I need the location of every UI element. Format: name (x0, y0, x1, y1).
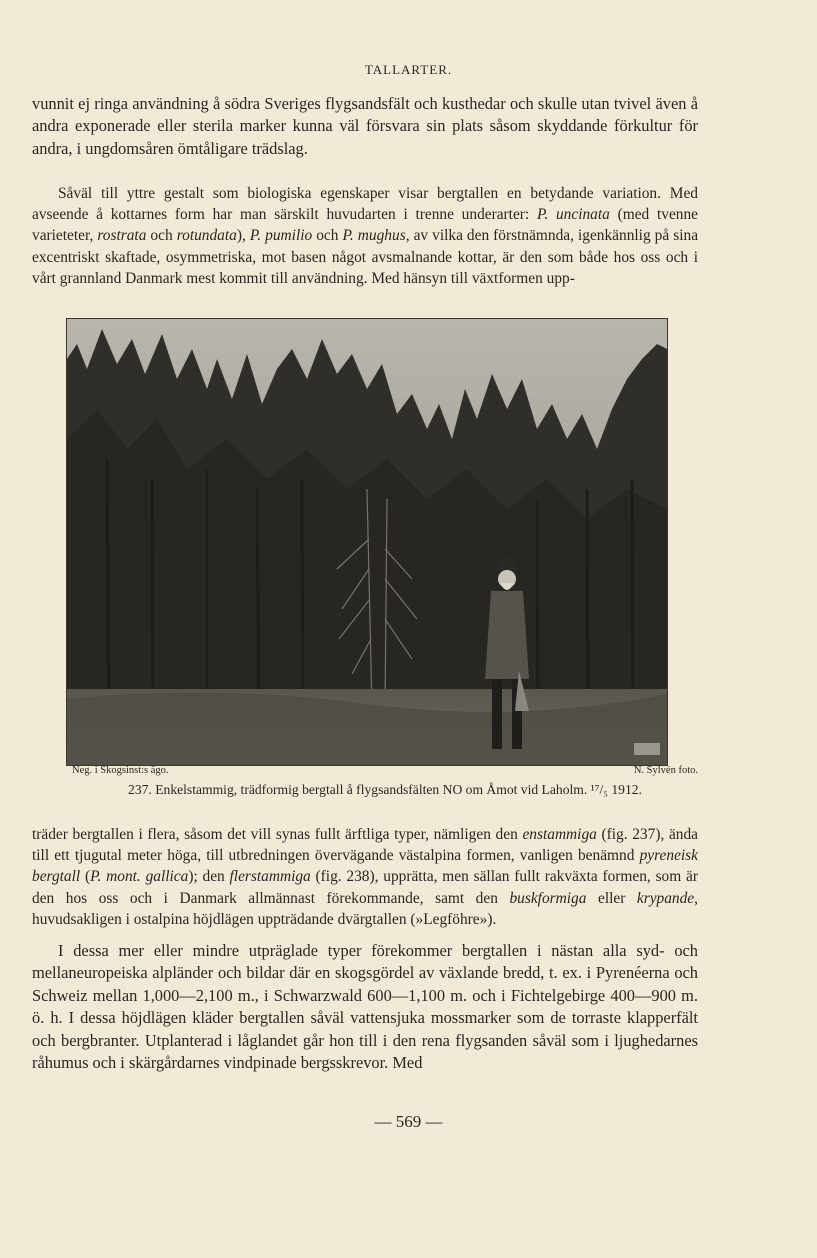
form-name: buskformiga (509, 889, 587, 907)
text-run: (fig. 238), upprätta, men sällan fullt rakväxta formen, som är den hos oss och i Danmark allmännast förekommande, samt den (32, 868, 698, 907)
negative-credit: Neg. i Skogsinst:s ägo. (72, 765, 169, 776)
page-number: — 569 — (374, 1112, 443, 1131)
photographer-credit: N. Sylvén foto. (633, 765, 698, 776)
species-name: P. mughus (342, 227, 406, 245)
text-run: och (312, 227, 343, 245)
text-run: (med tvenne varieteter, (32, 206, 699, 245)
text-run: eller (586, 889, 637, 907)
forest-photo-illustration (67, 319, 667, 765)
text-run: , av vilka den förstnämnda, igenkännlig på sina excentriskt skaftade, osymmetriska, mot basen något avsmalnande kottar, är den som både hos oss och i vårt grannland Danmark mest kommit till användning. Med hänsyn till växtformen upp- (32, 227, 699, 287)
species-name: P. pumilio (249, 227, 313, 245)
text-run: , huvudsakligen i ostalpina höjdlägen uppträdande dvärgtallen (»Legföhre»). (32, 889, 698, 928)
text-run: och (146, 227, 177, 245)
form-name: enstammiga (522, 826, 597, 843)
form-name: pyreneisk bergtall (32, 847, 698, 886)
text-run: ); den (188, 868, 230, 886)
text-run: Såväl till yttre gestalt som biologiska egenskaper visar bergtallen en betydande variation. Med avseende å kottarnes form har man särskilt huvudarten i trenne underarter: (32, 185, 698, 224)
text-run: ( (80, 868, 91, 886)
variety-name: rostrata (97, 227, 147, 245)
form-name: flerstammiga (229, 868, 311, 886)
paragraph-2 (32, 183, 698, 289)
paragraph-1: vunnit ej ringa användning å södra Sveriges flygsandsfält och kusthedar och skulle utan tvivel även å andra exponerade eller sterila marker kunna väl försvara sin plats såsom skyddande förkultur för andra, i ungdomsåren ömtåligare trädslag. (32, 94, 698, 158)
text-run: träder bergtallen i flera, såsom det vill synas fullt ärftliga typer, nämligen den (32, 826, 523, 843)
variety-name: rotundata (176, 227, 237, 245)
species-name: P. mont. gallica (90, 868, 189, 886)
paragraph-3 (32, 824, 698, 930)
paragraph-4: I dessa mer eller mindre utpräglade typer förekommer bergtallen i nästan alla syd- och mellaneuropeiska alpländer och bildar där en skogsgördel av växlande bredd, t. ex. i Pyrenéerna och Schweiz mellan 1,000—2,100 m., i Schwarzwald 600—1,100 m. och i Fichtelgebirge 400—900 m. ö. h. I dessa höjdlägen kläder bergtallen såväl vattensjuka mossmarker som de torraste klapperfält och bergbranter. Utplanterad i låglandet går hon till i den rena flygsanden såväl som i ljughedarnes råhumus och i skärgårdarnes vindpinade bergsskrevor. Med (32, 941, 698, 1073)
text-run: ), (236, 227, 250, 245)
form-name: krypande (636, 889, 695, 907)
running-head: TALLARTER. (364, 62, 453, 77)
text-run: (fig. 237), ända till ett tjugutal meter höga, till utbredningen övervägande västalpina formen, vanligen benämnd (32, 826, 698, 865)
species-name: P. uncinata (536, 206, 610, 224)
figure-caption: 237. Enkelstammig, trädformig bergtall å flygsandsfälten NO om Åmot vid Laholm. ¹⁷/₅ 1912. (128, 782, 642, 797)
figure-photograph (66, 318, 668, 766)
